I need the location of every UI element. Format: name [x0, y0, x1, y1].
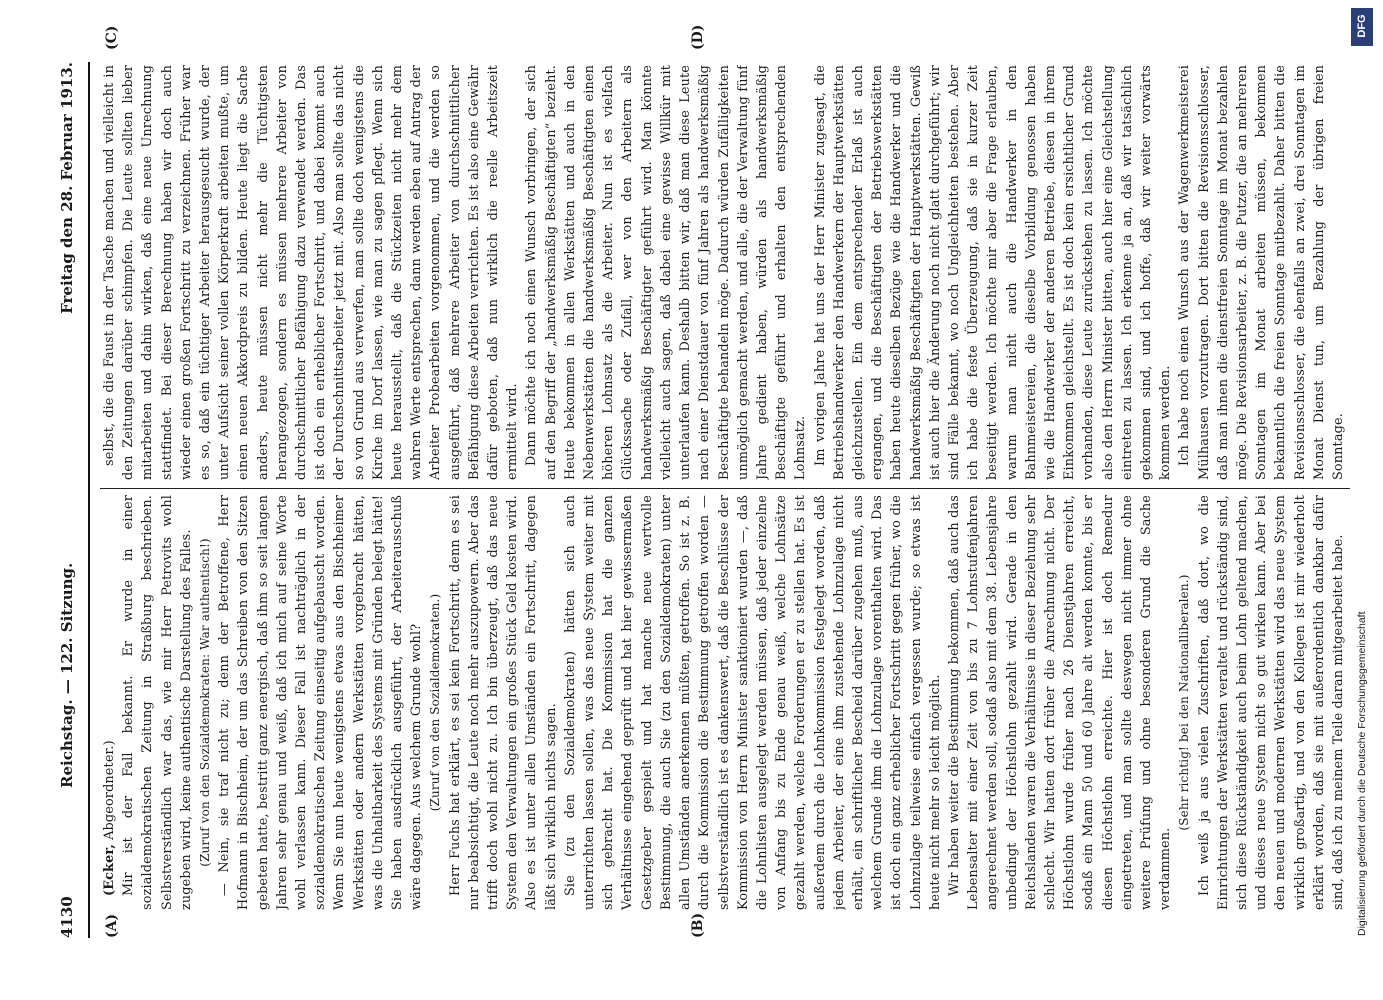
interjection: (Zuruf von den Sozialdemokraten.) [428, 593, 443, 812]
interjection: (Zuruf von den Sozialdemokraten: War authentisch!) [198, 538, 213, 867]
margin-mark-a: (A) [104, 913, 120, 938]
margin-mark-c: (C) [104, 25, 120, 50]
speaker-role: Abgeordneter.) [102, 740, 117, 840]
session-title: Reichstag. — 122. Sitzung. [58, 562, 76, 788]
speaker-line [100, 495, 119, 910]
margin-mark-d: (D) [690, 24, 706, 50]
paragraph: Sie (zu den Sozialdemokraten) hätten sich auch unterrichten lassen sollen, was das neue System weiter mit sich gebracht hat. Die Kommission hat die ganzen Verhältnisse eingehend geprüft und hat hier gewissermaßen Gesetzgeber gespielt und hat manche neue wertvolle Bestimmung, die auch Sie (zu den Sozialdemokraten) unter allen Umständen anerkennen müßten, getroffen. So ist z. B. durch die Kommission die Bestimmung getroffen worden — selbstverständlich ist es dankenswert, daß die Beschlüsse der Kommission von Herrn Minister sanktioniert wurden —, daß die Lohnlisten ausgelegt werden müssen, daß jeder einzelne von Anfang bis zu Ende genau weiß, welche Lohnsätze gezahlt werden, welche Forderungen er zu stellen hat. Es ist außerdem durch die Lohnkommission festgelegt worden, daß jedem Arbeiter, der eine ihm zustehende Lohnzulage nicht erhält, ein schriftlicher Bescheid darüber zugehen muß, aus welchem Grunde ihm die Lohnzulage vorenthalten wird. Das ist doch ein ganz erheblicher Fortschritt gegen früher, wo die Lohnzulage teilweise einfach vergessen wurde; so etwas ist heute nicht mehr so leicht möglich. [562, 495, 943, 910]
paragraph: Wir haben weiter die Bestimmung bekommen, daß auch das Lebensalter mit einer Zeit von bis zu 7 Lohnstufenjahren angerechnet werden soll, sodaß also mit dem 38. Lebensjahre unbedingt der Höchstlohn gezahlt wird. Gerade in den Reichslanden waren die Verhältnisse in dieser Beziehung sehr schlecht. Wir hatten dort früher die Anrechnung nicht. Der Höchstlohn wurde früher nach 26 Dienstjahren erreicht, sodaß ein Mann 50 und 60 Jahre alt werden konnte, bis er diesen Höchstlohn erreichte. Hier ist doch Remedur eingetreten, und man sollte deswegen nicht immer ohne weitere Prüfung und ohne besonderen Grund die Sache verdammen. [946, 495, 1174, 910]
session-date: Freitag den 28. Februar 1913. [58, 62, 76, 314]
interjection: (Sehr richtig! bei den Nationalliberalen.) [1177, 574, 1192, 831]
paragraph: Mir ist der Fall bekannt. Er wurde in einer sozialdemokratischen Zeitung in Straßburg beschrieben. Selbstverständlich war das, wie mir Herr Petrovits wohl zugeben wird, keine authentische Darstellung des Falles. [121, 495, 194, 910]
right-column [100, 65, 1350, 480]
dfg-logo [1351, 8, 1373, 46]
paragraph: Ich weiß ja aus vielen Zuschriften, daß dort, wo die Einrichtungen der Werkstätten veraltet und rückständig sind, sich diese Rückständigkeit auch beim Lohn geltend machen, und dieses neue System nicht so gut wirken kann. Aber bei den neuen und modernen Werkstätten wird das neue System wirklich großartig, und von den Kollegen ist mir wiederholt erklärt worden, daß sie mit außerordentlich dankbar dafür sind, daß ich zu meinem Teile daran mitgearbeitet habe. [1196, 495, 1346, 910]
paragraph: Ich habe noch einen Wunsch aus der Wagenwerkmeisterei Mülhausen vorzutragen. Dort bitten die Revisionsschlosser, daß man ihnen die dienstfreien Sonntage im Monat bezahlen möge. Die Revisionsarbeiter, z. B. die Putzer, die an mehreren Sonntagen im Monat arbeiten müssen, bekommen bekanntlich die freien Sonntage mitbezahlt. Daher bitten die Revisionsschlosser, die ebenfalls an zwei, drei Sonntagen im Monat Dienst tun, um Bezahlung der übrigen freien Sonntage. [1177, 65, 1346, 480]
speaker-name: (Ecker, [102, 844, 117, 896]
paragraph [1348, 65, 1350, 480]
paragraph: Im vorigen Jahre hat uns der Herr Minister zugesagt, die Betriebshandwerker den Handwerkern der Hauptwerkstätten gleichzustellen. Ein dem entsprechender Erlaß ist auch ergangen, und die Beschäftigten der Betriebswerkstätten haben heute dieselben Bezüge wie die Handwerker und die handwerksmäßig Beschäftigten der Hauptwerkstätten. Gewiß ist auch hier die Änderung noch nicht glatt durchgeführt; wir sind Fälle bekannt, wo noch Ungleichheiten bestehen. Aber ich habe die feste Überzeugung, daß sie in kurzer Zeit beseitigt werden. Ich möchte mir aber die Frage erlauben, warum man nicht auch die Handwerker in den Bahnmeistereien, die dieselbe Vorbildung genossen haben wie die Handwerker der anderen Betriebe, diesen in ihrem Einkommen gleichstellt. Es ist doch kein ersichtlicher Grund vorhanden, diese Leute zurückstehen zu lassen. Ich möchte also den Herrn Minister bitten, auch hier eine Gleichstellung eintreten zu lassen. Ich erkenne ja an, daß wir tatsächlich gekommen sind, und ich hoffe, daß wir weiter vorwärts kommen werden. [812, 65, 1174, 480]
digitization-credit [1351, 20, 1373, 980]
margin-mark-b: (B) [690, 912, 706, 938]
dfg-logo-text: DFG [1356, 14, 1368, 38]
left-column [100, 495, 1350, 910]
paragraph [1348, 495, 1350, 910]
page-header [52, 62, 90, 938]
paragraph: Dann möchte ich noch einen Wunsch vorbringen, der sich auf den Begriff der „handwerksmäßig Beschäftigten“ bezieht. Heute bekommen in allen Werkstätten und auch in den Nebenwerkstätten die handwerksmäßig Beschäftigten einen höheren Lohnsatz als die Arbeiter. Nun ist es vielfach Glückssache oder Zufall, wer von den Arbeitern als handwerksmäßig Beschäftigter geführt wird. Man könnte vielleicht auch sagen, daß dabei eine gewisse Willkür mit unterlaufen kann. Deshalb bitten wir, daß man diese Leute nach einer Dienstdauer von fünf Jahren als handwerksmäßig Beschäftigte behandeln möge. Dadurch würden Zufälligkeiten unmöglich gemacht werden, und alle, die der Verwaltung fünf Jahre gedient haben, würden als handwerksmäßig Beschäftigte geführt und erhalten den entsprechenden Lohnsatz. [524, 65, 809, 480]
credit-text: Digitalisierung gefördert durch die Deutsche Forschungsgemeinschaft [1356, 611, 1368, 936]
paragraph: — Nein, sie traf nicht zu; denn der Betroffene, Herr Hofmann in Bischheim, der um das Schreiben von den Sitzen gebeten hatte, bestritt ganz energisch, daß ihm so seit langen Jahren sehr genau und weiß, daß ich mich auf seine Worte wohl verlassen kann. Dieser Fall ist nachträglich in der sozialdemokratischen Zeitung einseitig aufgebauscht worden. Wenn Sie nun heute wenigstens etwas aus den Bischheimer Werkstätten oder andern Werkstätten vorgebracht hätten, was die Unhaltbarkeit des Systems mit Gründen belegt hätte! Sie haben ausdrücklich ausgeführt, der Arbeiterausschuß wäre dagegen. Aus welchem Grunde wohl? [217, 495, 425, 910]
paragraph: selbst, die die Faust in der Tasche machen und vielleicht in den Zeitungen darüber schimpfen. Die Leute sollten lieber mitarbeiten und dahin wirken, daß eine neue Unrechnung stattfindet. Bei dieser Berechnung haben wir doch auch wieder einen großen Fortschritt zu verzeichnen. Früher war es so, daß ein tüchtiger Arbeiter herausgesucht wurde, der unter Aufsicht seiner vollen Körperkraft arbeiten mußte, um einen neuen Akkordpreis zu bilden. Heute liegt die Sache anders, heute müssen nicht mehr die Tüchtigsten herangezogen, sondern es müssen mehrere Arbeiter von durchschnittlicher Befähigung dazu verwendet werden. Das ist doch ein erheblicher Fortschritt, und dabei kommt auch der Durchschnittsarbeiter jetzt mit. Also man sollte das nicht so von Grund aus verwerfen, man sollte doch wenigstens die Kirche im Dorf lassen, wie man zu sagen pflegt. Wenn sich heute herausstellt, daß die Stückzeiten nicht mehr dem wahren Werte entsprechen, dann werden eben auf Antrag der Arbeiter Probearbeiten vorgenommen, und die werden so ausgeführt, daß mehrere Arbeiter von durchschnittlicher Befähigung diese Arbeiten verrichten. Es ist also eine Gewähr dafür geboten, daß nun wirklich die reelle Arbeitszeit ermittelt wird. [102, 65, 521, 480]
page-number: 4130 [58, 896, 76, 938]
column-divider [100, 488, 1350, 489]
paragraph: Herr Fuchs hat erklärt, es sei kein Fortschritt, denn es sei nur beabsichtigt, die Leute noch mehr auszupowern. Aber das trifft doch wohl nicht zu. Ich bin überzeugt, daß das neue System den Verwaltungen ein großes Stück Geld kosten wird. Also es ist unter allen Umständen ein Fortschritt, dagegen läßt sich wirklich nichts sagen. [447, 495, 559, 910]
